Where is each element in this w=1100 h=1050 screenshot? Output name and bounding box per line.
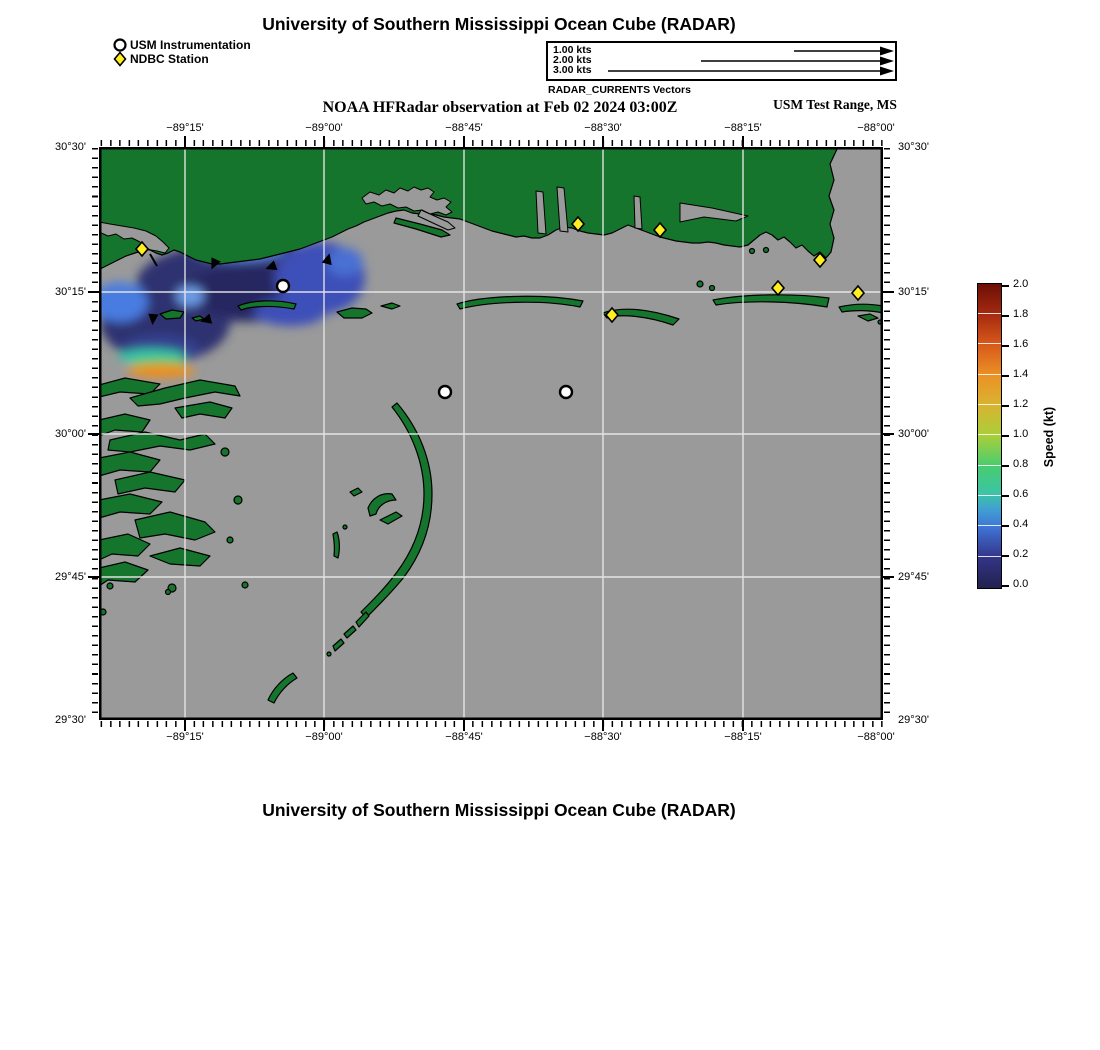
vector-scale-box bbox=[546, 41, 897, 81]
island bbox=[697, 281, 703, 287]
marsh bbox=[242, 582, 248, 588]
marsh bbox=[227, 537, 233, 543]
vector-scale-1kt: 1.00 kts bbox=[553, 44, 592, 56]
marsh bbox=[234, 496, 242, 504]
map-canvas bbox=[99, 147, 883, 720]
usm-instrumentation-marker bbox=[439, 386, 451, 398]
usm-instrumentation-marker bbox=[277, 280, 289, 292]
major-tick bbox=[883, 291, 894, 293]
major-tick bbox=[323, 136, 325, 147]
speed-colorbar bbox=[977, 283, 1002, 589]
legend-ndbc-label: NDBC Station bbox=[130, 52, 209, 66]
island bbox=[750, 249, 755, 254]
colorbar-separator bbox=[978, 343, 1001, 344]
colorbar-tick bbox=[1001, 375, 1009, 377]
colorbar-label: 0.6 bbox=[1013, 488, 1029, 500]
colorbar-label: 1.4 bbox=[1013, 368, 1029, 380]
marsh bbox=[221, 448, 229, 456]
island bbox=[764, 248, 769, 253]
lon-label-bottom: −88°45' bbox=[445, 731, 483, 743]
colorbar-separator bbox=[978, 434, 1001, 435]
lon-label-top: −88°00' bbox=[857, 122, 895, 134]
lat-label-left: 30°00' bbox=[55, 428, 86, 440]
colorbar-tick bbox=[1001, 495, 1009, 497]
vector-scale-arrows bbox=[548, 43, 895, 79]
island bbox=[343, 525, 347, 529]
colorbar-tick bbox=[1001, 285, 1009, 287]
colorbar-label: 0.4 bbox=[1013, 518, 1029, 530]
colorbar-label: 1.0 bbox=[1013, 428, 1029, 440]
major-tick bbox=[883, 576, 894, 578]
ndbc-station-icon bbox=[115, 53, 126, 66]
lat-label-right: 29°30' bbox=[898, 714, 929, 726]
lon-label-bottom: −88°30' bbox=[584, 731, 622, 743]
arrow-head-icon bbox=[880, 67, 894, 76]
map-subtitle: NOAA HFRadar observation at Feb 02 2024 03:00Z bbox=[322, 99, 678, 116]
colorbar-label: 0.0 bbox=[1013, 578, 1029, 590]
lat-label-right: 30°15' bbox=[898, 286, 929, 298]
lon-label-bottom: −88°00' bbox=[857, 731, 895, 743]
island bbox=[327, 652, 331, 656]
marsh bbox=[107, 583, 113, 589]
major-tick bbox=[742, 136, 744, 147]
lat-label-left: 30°15' bbox=[55, 286, 86, 298]
lat-label-left: 29°45' bbox=[55, 571, 86, 583]
colorbar-label: 1.6 bbox=[1013, 338, 1029, 350]
legend-usm-label: USM Instrumentation bbox=[130, 38, 251, 52]
colorbar-separator bbox=[978, 465, 1001, 466]
colorbar-tick bbox=[1001, 315, 1009, 317]
colorbar-tick bbox=[1001, 345, 1009, 347]
colorbar-label: 1.2 bbox=[1013, 398, 1029, 410]
lat-label-left: 29°30' bbox=[55, 714, 86, 726]
lon-label-bottom: −88°15' bbox=[724, 731, 762, 743]
legend-symbols bbox=[106, 36, 132, 68]
colorbar-separator bbox=[978, 404, 1001, 405]
colorbar-separator bbox=[978, 495, 1001, 496]
vector-scale-caption: RADAR_CURRENTS Vectors bbox=[548, 84, 691, 96]
colorbar-separator bbox=[978, 374, 1001, 375]
lon-label-top: −88°45' bbox=[445, 122, 483, 134]
lon-label-top: −89°00' bbox=[305, 122, 343, 134]
major-tick bbox=[184, 136, 186, 147]
arrow-head-icon bbox=[880, 47, 894, 56]
region-label: USM Test Range, MS bbox=[773, 97, 897, 112]
colorbar-separator bbox=[978, 313, 1001, 314]
vector-scale-2kt: 2.00 kts bbox=[553, 54, 592, 66]
lon-label-bottom: −89°00' bbox=[305, 731, 343, 743]
colorbar-label: 0.8 bbox=[1013, 458, 1029, 470]
colorbar-tick bbox=[1001, 585, 1009, 587]
colorbar-tick bbox=[1001, 555, 1009, 557]
marsh bbox=[166, 590, 171, 595]
lon-label-top: −89°15' bbox=[166, 122, 204, 134]
colorbar-label: 1.8 bbox=[1013, 308, 1029, 320]
major-tick bbox=[88, 433, 99, 435]
lon-label-top: −88°15' bbox=[724, 122, 762, 134]
colorbar-tick bbox=[1001, 525, 1009, 527]
page-title-top: University of Southern Mississippi Ocean Cube (RADAR) bbox=[262, 14, 736, 34]
major-tick bbox=[883, 433, 894, 435]
island bbox=[710, 286, 715, 291]
lat-label-right: 30°30' bbox=[898, 141, 929, 153]
major-tick bbox=[463, 136, 465, 147]
lon-label-bottom: −89°15' bbox=[166, 731, 204, 743]
usm-instrumentation-icon bbox=[115, 40, 126, 51]
arrow-head-icon bbox=[880, 57, 894, 66]
lat-label-right: 30°00' bbox=[898, 428, 929, 440]
island bbox=[333, 532, 339, 558]
major-tick bbox=[602, 136, 604, 147]
colorbar-tick bbox=[1001, 435, 1009, 437]
bottom-axis-minor-ticks bbox=[99, 721, 883, 727]
colorbar-tick bbox=[1001, 405, 1009, 407]
major-tick bbox=[88, 576, 99, 578]
colorbar-separator bbox=[978, 556, 1001, 557]
lat-label-left: 30°30' bbox=[55, 141, 86, 153]
usm-instrumentation-marker bbox=[560, 386, 572, 398]
colorbar-title: Speed (kt) bbox=[1042, 406, 1056, 468]
vector-scale-3kt: 3.00 kts bbox=[553, 64, 592, 76]
colorbar-label: 0.2 bbox=[1013, 548, 1029, 560]
top-axis-minor-ticks bbox=[99, 140, 883, 146]
colorbar-separator bbox=[978, 525, 1001, 526]
lat-label-right: 29°45' bbox=[898, 571, 929, 583]
colorbar-label: 2.0 bbox=[1013, 278, 1029, 290]
page-title-bottom: University of Southern Mississippi Ocean Cube (RADAR) bbox=[262, 800, 736, 820]
colorbar-tick bbox=[1001, 465, 1009, 467]
major-tick bbox=[88, 291, 99, 293]
lon-label-top: −88°30' bbox=[584, 122, 622, 134]
